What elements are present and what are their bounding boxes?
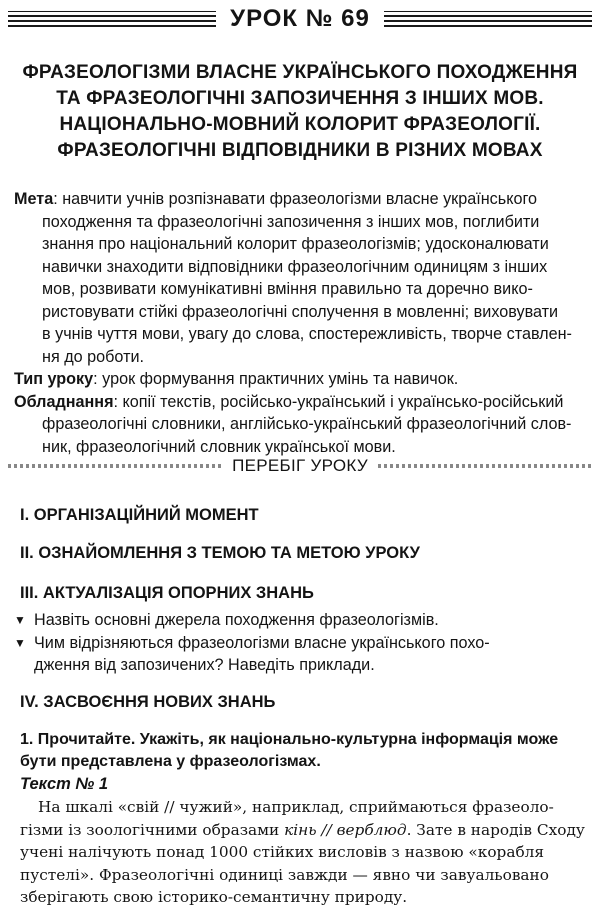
header-rule-right bbox=[384, 11, 592, 27]
question-text: Чим відрізняються фразеологізми власне українського похо- bbox=[34, 633, 490, 652]
divider-dots-left bbox=[8, 464, 222, 468]
lesson-number: УРОК № 69 bbox=[230, 5, 370, 32]
goal-text: : навчити учнів розпізнавати фразеологізми власне українського bbox=[53, 190, 538, 208]
type-label: Тип уроку bbox=[14, 370, 94, 388]
reading-text bbox=[20, 796, 590, 909]
type-paragraph bbox=[14, 368, 588, 391]
divider-dots-right bbox=[378, 464, 592, 468]
lesson-meta bbox=[14, 188, 588, 458]
goal-label: Мета bbox=[14, 190, 54, 208]
goal-text: навички знаходити відповідники фразеологічним одиницям з інших bbox=[42, 257, 548, 276]
goal-paragraph bbox=[14, 188, 588, 368]
triangle-bullet-icon: ▼ bbox=[14, 635, 26, 650]
goal-text: ня до роботи. bbox=[42, 347, 145, 366]
equipment-paragraph bbox=[14, 391, 588, 459]
header-rule-left bbox=[8, 11, 216, 27]
question-list bbox=[14, 609, 588, 677]
list-item bbox=[14, 632, 588, 677]
goal-text: ристовувати стійкі фразеологічні сполучення в мовленні; виховувати bbox=[42, 302, 559, 321]
goal-text: в учнів чуття мови, увагу до слова, спостережливість, творче ставлен- bbox=[42, 325, 572, 343]
section-heading-3: ІІІ. АКТУАЛІЗАЦІЯ ОПОРНИХ ЗНАНЬ bbox=[20, 584, 314, 602]
list-item bbox=[14, 609, 588, 632]
goal-text: мов, розвивати комунікативні вміння правильно та доречно вико- bbox=[42, 280, 533, 298]
type-text: : урок формування практичних умінь та навичок. bbox=[93, 370, 459, 388]
equipment-text: : копії текстів, російсько-український і українсько-російський bbox=[113, 392, 564, 411]
equipment-label: Обладнання bbox=[14, 392, 114, 411]
text-line: пустелі». Фразеологічні одиниці завжди — явно чи завуальовано bbox=[20, 865, 549, 884]
goal-text: знання про національний колорит фразеологізмів; удосконалювати bbox=[42, 235, 549, 253]
question-text: дження від запозичених? Наведіть приклади. bbox=[34, 656, 375, 674]
task-instruction bbox=[20, 729, 588, 773]
text-line: учені налічують понад 1000 стійких висловів з назвою «корабля bbox=[20, 843, 545, 861]
section-heading-1: І. ОРГАНІЗАЦІЙНИЙ МОМЕНТ bbox=[20, 506, 259, 524]
goal-text: походження та фразеологічні запозичення з інших мов, поглибити bbox=[42, 212, 540, 231]
italic-example: кінь // верблюд bbox=[284, 820, 407, 839]
title-line: НАЦІОНАЛЬНО-МОВНИЙ КОЛОРИТ ФРАЗЕОЛОГІЇ. bbox=[59, 114, 541, 135]
title-line: ТА ФРАЗЕОЛОГІЧНІ ЗАПОЗИЧЕННЯ З ІНШИХ МОВ. bbox=[56, 88, 544, 109]
text-label: Текст № 1 bbox=[20, 775, 109, 793]
title-line: ФРАЗЕОЛОГІЧНІ ВІДПОВІДНИКИ В РІЗНИХ МОВАХ bbox=[57, 140, 543, 161]
title-line: ФРАЗЕОЛОГІЗМИ ВЛАСНЕ УКРАЇНСЬКОГО ПОХОДЖЕННЯ bbox=[22, 62, 578, 83]
divider-label: ПЕРЕБІГ УРОКУ bbox=[232, 456, 368, 475]
section-heading-2: ІІ. ОЗНАЙОМЛЕННЯ З ТЕМОЮ ТА МЕТОЮ УРОКУ bbox=[20, 544, 420, 562]
triangle-bullet-icon: ▼ bbox=[14, 613, 26, 627]
equipment-text: ник, фразеологічний словник української мови. bbox=[42, 437, 396, 456]
lesson-progress-divider bbox=[8, 456, 592, 476]
question-text: Назвіть основні джерела походження фразеологізмів. bbox=[34, 611, 439, 629]
task-line: бути представлена у фразеологізмах. bbox=[20, 753, 321, 770]
text-line: гізми із зоологічними образами кінь // верблюд. Зате в народів Сходу bbox=[20, 820, 585, 839]
section-heading-4: IV. ЗАСВОЄННЯ НОВИХ ЗНАНЬ bbox=[20, 693, 276, 711]
lesson-title bbox=[20, 60, 580, 164]
lesson-header bbox=[8, 2, 592, 36]
task-line: 1. Прочитайте. Укажіть, як національно-культурна інформація може bbox=[20, 731, 559, 748]
equipment-text: фразеологічні словники, англійсько-український фразеологічний слов- bbox=[42, 415, 572, 433]
text-line: зберігають свою історико-семантичну природу. bbox=[20, 888, 408, 906]
text-line: На шкалі «свій // чужий», наприклад, сприймаються фразеоло- bbox=[38, 798, 554, 816]
